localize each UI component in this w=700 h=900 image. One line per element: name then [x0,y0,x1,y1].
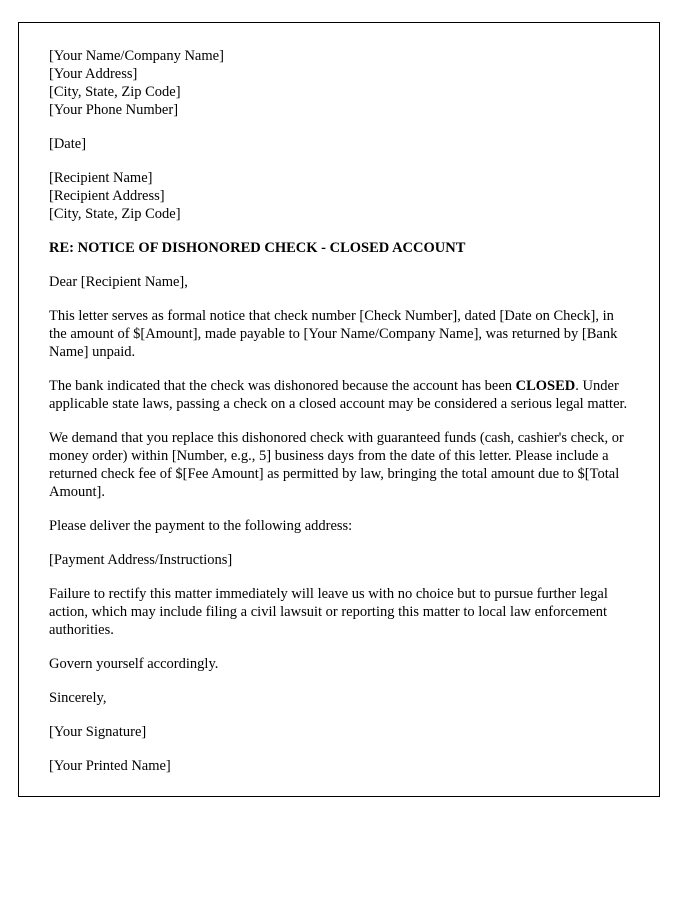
paragraph-failure-warning: Failure to rectify this matter immediately will leave us with no choice but to pursue further legal action, which may include filing a civil lawsuit or reporting this matter to local law enforcement authorities. [49,586,608,638]
date-line: [Date] [49,136,87,152]
signature-line: [Your Signature] [49,724,147,740]
sender-address-block [49,47,629,119]
paragraph-govern: Govern yourself accordingly. [49,656,219,672]
closed-paragraph-post-text: . Under applicable state laws, passing a check on a closed account may be considered a serious legal matter. [49,378,628,412]
closed-keyword: CLOSED [515,378,576,394]
subject-line: RE: NOTICE OF DISHONORED CHECK - CLOSED ACCOUNT [49,240,466,256]
printed-name-line: [Your Printed Name] [49,758,171,774]
payment-address-line: [Payment Address/Instructions] [49,552,233,568]
sender-phone-line: [Your Phone Number] [49,102,179,118]
recipient-address-block [49,169,629,223]
paragraph-demand: We demand that you replace this dishonored check with guaranteed funds (cash, cashier's check, or money order) within [Number, e.g., 5] business days from the date of this letter. Please include a returned check fee of $[Fee Amount] as permitted by law, bringing the total amount due to $[Total Amount]. [49,430,624,500]
recipient-city-state-zip-line: [City, State, Zip Code] [49,206,181,222]
sender-name-line: [Your Name/Company Name] [49,48,224,64]
closing-line: Sincerely, [49,690,107,706]
recipient-name-line: [Recipient Name] [49,170,153,186]
salutation: Dear [Recipient Name], [49,274,188,290]
paragraph-formal-notice: This letter serves as formal notice that check number [Check Number], dated [Date on Check], in the amount of $[Amount], made payable to [Your Name/Company Name], was returned by [Bank Name] unpaid. [49,308,618,360]
recipient-address-line: [Recipient Address] [49,188,165,204]
sender-address-line: [Your Address] [49,66,138,82]
paragraph-account-closed [49,377,629,413]
date-block [49,135,629,153]
closed-paragraph-pre-text: The bank indicated that the check was dishonored because the account has been [49,378,516,394]
sender-city-state-zip-line: [City, State, Zip Code] [49,84,181,100]
letter-page [18,22,660,797]
paragraph-deliver-payment: Please deliver the payment to the following address: [49,518,353,534]
